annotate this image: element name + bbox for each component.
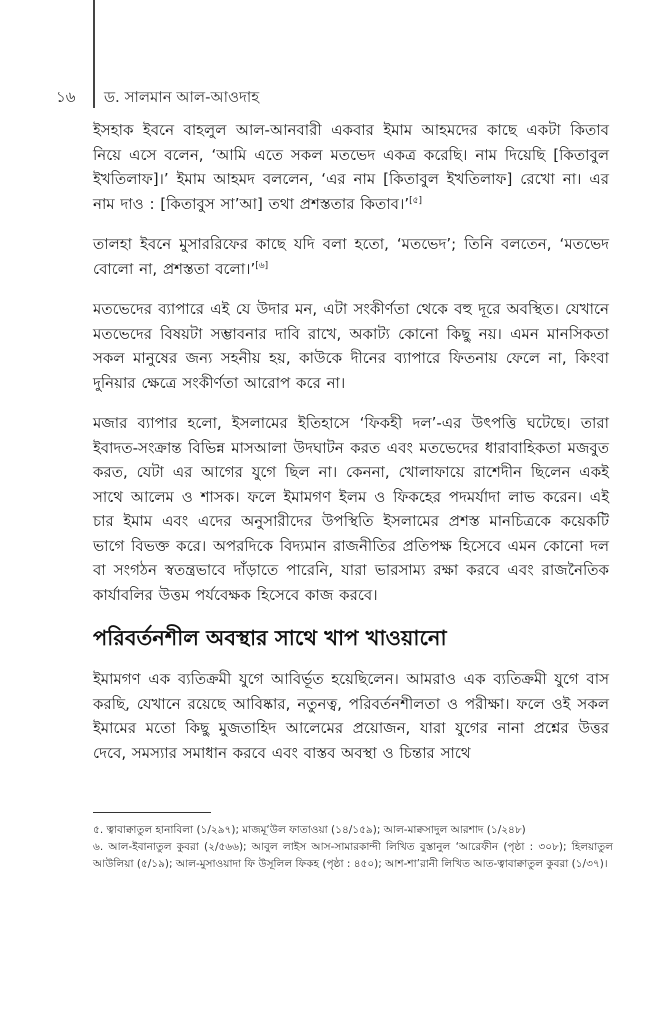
section-heading: পরিবর্তনশীল অবস্থার সাথে খাপ খাওয়ানো xyxy=(93,626,447,650)
paragraph: ইসহাক ইবনে বাহলুল আল-আনবারী একবার ইমাম আহমদের কাছে একটা কিতাব নিয়ে এসে বলেন, ‘আমি এতে সকল মতভেদ একত্র করেছি। নাম দিয়েছি [কিতাবুল ইখতিলাফ]।’ ইমাম আহমদ বললেন, ‘এর নাম [কিতাবুল ইখতিলাফ] রেখো না। এর নাম দাও : [কিতাবুস সা’আ] তথা প্রশস্ততার কিতাব।’[৫] xyxy=(93,121,609,213)
footnote-item: ৬. আল-ইবানাতুল কুবরা (২/৫৬৬); আবুল লাইস আস-সামারকান্দী লিখিত বুস্তানুল ‘আরেফীন (পৃষ্ঠা : ৩০৮); হিলয়াতুল আউলিয়া (৫/১৯); আল-মুসাওয়াদা ফি উসূলিল ফিকহ (পৃষ্ঠা : ৪৫০); আশ-শা’রানী লিখিত আত-ত্বাবাক্বাতুল কুবরা (১/৩৭)। xyxy=(93,841,613,870)
paragraph: ইমামগণ এক ব্যতিক্রমী যুগে আবির্ভূত হয়েছিলেন। আমরাও এক ব্যতিক্রমী যুগে বাস করছি, যেখানে রয়েছে আবিষ্কার, নতুনত্ব, পরিবর্তনশীলতা ও পরীক্ষা। ফলে ওই সকল ইমামের মতো কিছু মুজতাহিদ আলেমের প্রয়োজন, যারা যুগের নানা প্রশ্নের উত্তর দেবে, সমস্যার সমাধান করবে এবং বাস্তব অবস্থা ও চিন্তার সাথে xyxy=(93,670,609,762)
paragraph: তালহা ইবনে মুসাররিফের কাছে যদি বলা হতো, ‘মতভেদ’; তিনি বলতেন, ‘মতভেদ বোলো না, প্রশস্ততা বলো।’[৬] xyxy=(93,235,609,278)
page-number: ১৬ xyxy=(56,88,76,106)
footnote-item: ৫. ত্বাবাক্বাতুল হানাবিলা (১/২৯৭); মাজমূ‘উল ফাতাওয়া (১৪/১৫৯); আল-মাক্বসাদুল আরশাদ (১/২৪৮) xyxy=(93,824,526,836)
footnotes xyxy=(93,822,613,873)
header-vertical-rule xyxy=(93,0,95,108)
paragraph: মজার ব্যাপার হলো, ইসলামের ইতিহাসে ‘ফিকহী দল’-এর উৎপত্তি ঘটেছে। তারা ইবাদত-সংক্রান্ত বিভিন্ন মাসআলা উদঘাটন করত এবং মতভেদের ধারাবাহিকতা মজবুত করত, যেটা এর আগের যুগে ছিল না। কেননা, খোলাফায়ে রাশেদীন ছিলেন একই সাথে আলেম ও শাসক। ফলে ইমামগণ ইলম ও ফিকহের পদমর্যাদা লাভ করেন। এই চার ইমাম এবং এদের অনুসারীদের উপস্থিতি ইসলামের প্রশস্ত মানচিত্রকে কয়েকটি ভাগে বিভক্ত করে। অপরদিকে বিদ্যমান রাজনীতির প্রতিপক্ষ হিসেবে এমন কোনো দল বা সংগঠন স্বতন্ত্রভাবে দাঁড়াতে পারেনি, যারা ভারসাম্য রক্ষা করবে এবং রাজনৈতিক কার্যাবলির উত্তম পর্যবেক্ষক হিসেবে কাজ করবে। xyxy=(93,414,609,604)
footnote-ref[interactable]: [৫] xyxy=(409,195,422,206)
footnote-ref[interactable]: [৬] xyxy=(255,260,269,271)
paragraph: মতভেদের ব্যাপারে এই যে উদার মন, এটা সংকীর্ণতা থেকে বহু দূরে অবস্থিত। যেখানে মতভেদের বিষয়টা সম্ভাবনার দাবি রাখে, অকাট্য কোনো কিছু নয়। এমন মানসিকতা সকল মানুষের জন্য সহনীয় হয়, কাউকে দীনের ব্যাপারে ফিতনায় ফেলে না, কিংবা দুনিয়ার ক্ষেত্রে সংকীর্ণতা আরোপ করে না। xyxy=(93,300,609,392)
body-text xyxy=(93,118,609,781)
footnote-divider xyxy=(93,812,211,813)
running-title: ড. সালমান আল-আওদাহ xyxy=(104,88,260,106)
